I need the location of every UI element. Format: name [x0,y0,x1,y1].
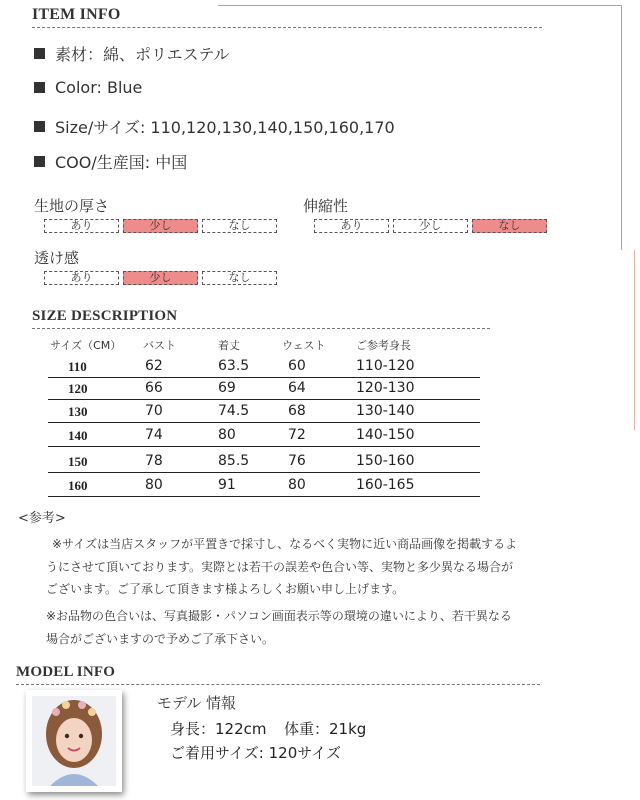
model-info-heading: モデル 情報 [157,694,237,712]
table-row [48,475,480,497]
model-photo [26,690,122,792]
note-line: ございます。ご了承して頂きます様よろしくお願い申し上げます。 [46,582,405,596]
cell-height: 140-150 [356,427,415,443]
size-description-divider [32,328,490,329]
attr-thickness-options [44,219,277,233]
note-line: うにさせて頂いております。実際とは若干の誤差や色合い等、実物と多少異なる場合が [46,560,514,574]
cell-height: 120-130 [356,380,415,396]
row-underline [48,472,480,473]
bullet-color: Color: Blue [34,78,142,97]
cell-waist: 80 [288,477,306,493]
decor-line-top [218,5,622,6]
option-nashi: なし [202,219,277,233]
size-description-title: SIZE DESCRIPTION [32,308,178,324]
table-row [48,451,480,473]
cell-waist: 64 [288,380,306,396]
option-nashi-selected: なし [472,219,547,233]
item-info-divider [32,27,542,28]
cell-size: 110 [68,359,87,374]
note-line: 場合がございますので予めご了承下さい。 [46,632,275,646]
cell-height: 150-160 [356,453,415,469]
cell-length: 80 [218,427,236,443]
option-nashi: なし [202,271,277,285]
option-sukoshi: 少し [393,219,468,233]
row-underline [48,422,480,423]
model-size-worn: ご着用サイズ: 120サイズ [170,744,342,762]
cell-waist: 76 [288,453,306,469]
cell-length: 69 [218,380,236,396]
cell-height: 110-120 [356,358,415,374]
row-underline [48,446,480,447]
bullet-coo: COO/生産国: 中国 [34,150,187,173]
cell-length: 63.5 [218,358,250,374]
cell-size: 150 [68,454,88,469]
col-header-waist: ウェスト [282,339,326,352]
table-row [48,425,480,447]
attr-thickness-label: 生地の厚さ [34,197,110,215]
cell-length: 91 [218,477,236,493]
bullet-size: Size/サイズ: 110,120,130,140,150,160,170 [34,115,395,138]
col-header-bust: バスト [143,339,176,352]
cell-waist: 60 [288,358,306,374]
model-weight: 体重：21kg [284,720,367,738]
cell-bust: 80 [145,477,163,493]
cell-waist: 68 [288,403,306,419]
item-info-title: ITEM INFO [32,6,121,23]
row-underline [48,496,480,497]
attr-stretch-options [314,219,547,233]
bullet-square-icon [34,48,45,59]
model-height: 身長：122cm [170,720,267,738]
model-portrait-image [26,690,122,792]
decor-line-right-lower [634,250,635,430]
model-info-divider [16,684,540,685]
cell-size: 130 [68,404,88,419]
cell-bust: 70 [145,403,163,419]
cell-waist: 72 [288,427,306,443]
col-header-size: サイズ（CM） [50,339,122,352]
option-ari: あり [44,271,119,285]
option-sukoshi-selected: 少し [123,219,198,233]
cell-bust: 66 [145,380,163,396]
cell-length: 74.5 [218,403,250,419]
bullet-square-icon [34,82,45,93]
attr-transparency-label: 透け感 [34,249,80,267]
col-header-length: 着丈 [218,339,240,352]
option-sukoshi-selected: 少し [123,271,198,285]
attr-stretch-label: 伸縮性 [303,197,349,215]
option-ari: あり [44,219,119,233]
col-header-height: ご参考身長 [356,339,411,352]
cell-height: 160-165 [356,477,415,493]
cell-size: 140 [68,428,88,443]
bullet-material: 素材：綿、ポリエステル [34,42,230,65]
cell-bust: 74 [145,427,163,443]
table-row [48,378,480,400]
cell-size: 120 [68,381,88,396]
option-ari: あり [314,219,389,233]
note-line: ※お品物の色合いは、写真撮影・パソコン画面表示等の環境の違いにより、若干異なる [46,609,512,623]
bullet-square-icon [34,121,45,132]
notes-heading: <参考> [18,511,66,526]
cell-length: 85.5 [218,453,250,469]
cell-size: 160 [68,478,88,493]
table-row [48,401,480,423]
cell-bust: 62 [145,358,163,374]
row-underline [48,399,480,400]
cell-bust: 78 [145,453,163,469]
table-row [48,356,480,378]
note-line: ※サイズは当店スタッフが平置きで採寸し、なるべく実物に近い商品画像を掲載するよ [52,537,518,551]
decor-line-right [621,5,622,250]
bullet-square-icon [34,156,45,167]
model-info-title: MODEL INFO [16,664,116,680]
attr-transparency-options [44,271,277,285]
cell-height: 130-140 [356,403,415,419]
